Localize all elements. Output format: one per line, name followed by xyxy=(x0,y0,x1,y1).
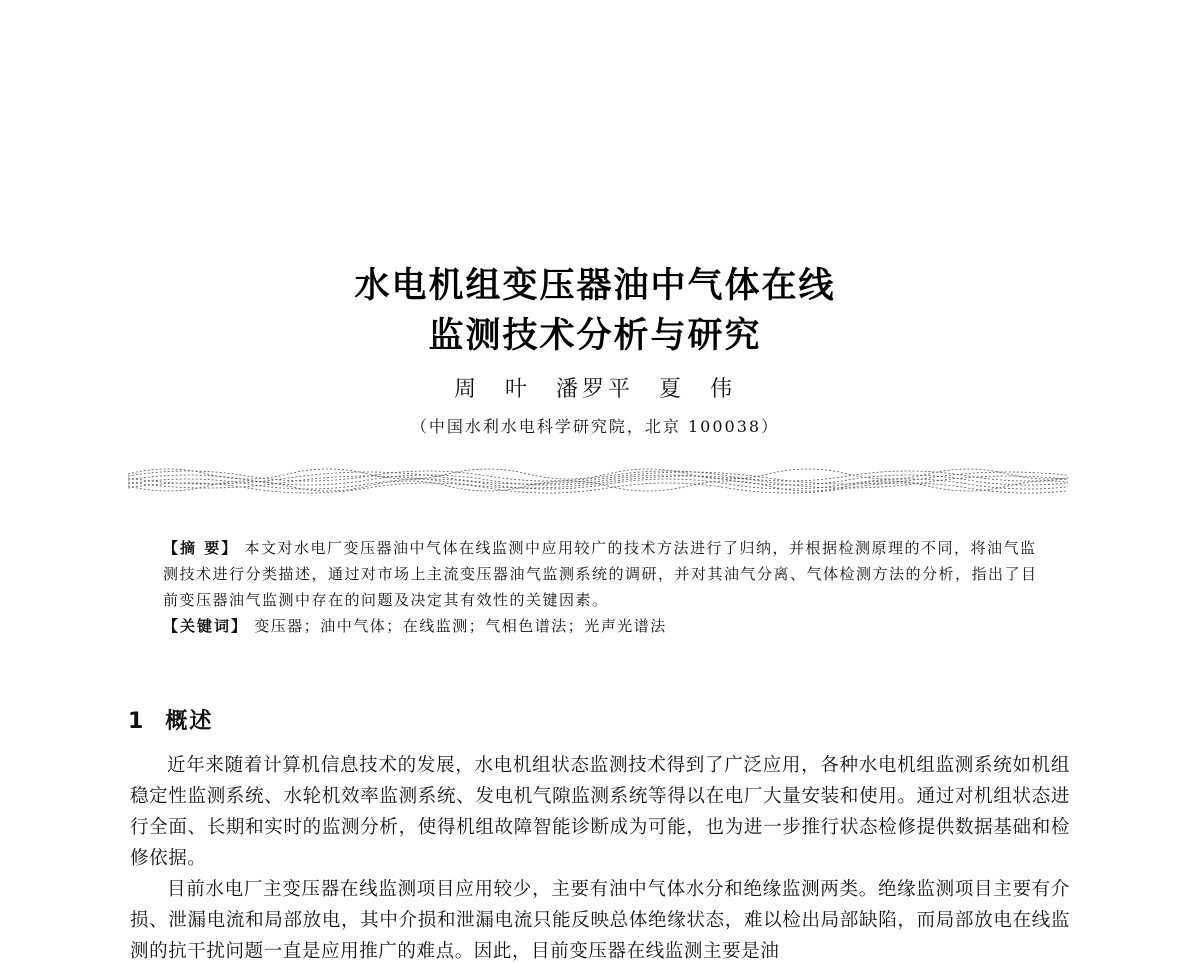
paper-title-line-2: 监测技术分析与研究 xyxy=(428,316,762,356)
body-paragraph-2: 目前水电厂主变压器在线监测项目应用较少，主要有油中气体水分和绝缘监测两类。绝缘监测项目主要有介损、泄漏电流和局部放电，其中介损和泄漏电流只能反映总体绝缘状态，难以检出局部缺陷，而局部放电在线监测的抗干扰问题一直是应用推广的难点。因此，目前变压器在线监测主要是油 xyxy=(130,879,1070,962)
keywords-text: 变压器；油中气体；在线监测；气相色谱法；光声光谱法 xyxy=(254,617,667,635)
abstract-label: 【摘 要】 xyxy=(163,539,239,557)
section-heading xyxy=(128,704,213,735)
section-number: 1 xyxy=(128,709,146,734)
abstract-text: 本文对水电厂变压器油中气体在线监测中应用较广的技术方法进行了归纳，并根据检测原理的不同，将油气监测技术进行分类描述，通过对市场上主流变压器油气监测系统的调研，并对其油气分离、气体检测方法的分析，指出了目前变压器油气监测中存在的问题及决定其有效性的关键因素。 xyxy=(163,539,1038,609)
section-title: 概述 xyxy=(165,709,214,734)
body-text xyxy=(130,750,1070,962)
keywords-label: 【关键词】 xyxy=(163,617,249,635)
body-paragraph-1: 近年来随着计算机信息技术的发展，水电机组状态监测技术得到了广泛应用，各种水电机组监测系统如机组稳定性监测系统、水轮机效率监测系统、发电机气隙监测系统等得以在电厂大量安装和使用。通过对机组状态进行全面、长期和实时的监测分析，使得机组故障智能诊断成为可能，也为进一步推行状态检修提供数据基础和检修依据。 xyxy=(130,755,1070,869)
authors: 周 叶 潘罗平 夏 伟 xyxy=(454,377,736,402)
affiliation: （中国水利水电科学研究院，北京 100038） xyxy=(410,417,780,436)
decorative-wave-divider xyxy=(128,462,1068,498)
abstract-block xyxy=(163,535,1043,639)
paper-title-line-1: 水电机组变压器油中气体在线 xyxy=(354,266,836,306)
keywords-line xyxy=(163,613,1043,639)
abstract-paragraph xyxy=(163,535,1043,613)
